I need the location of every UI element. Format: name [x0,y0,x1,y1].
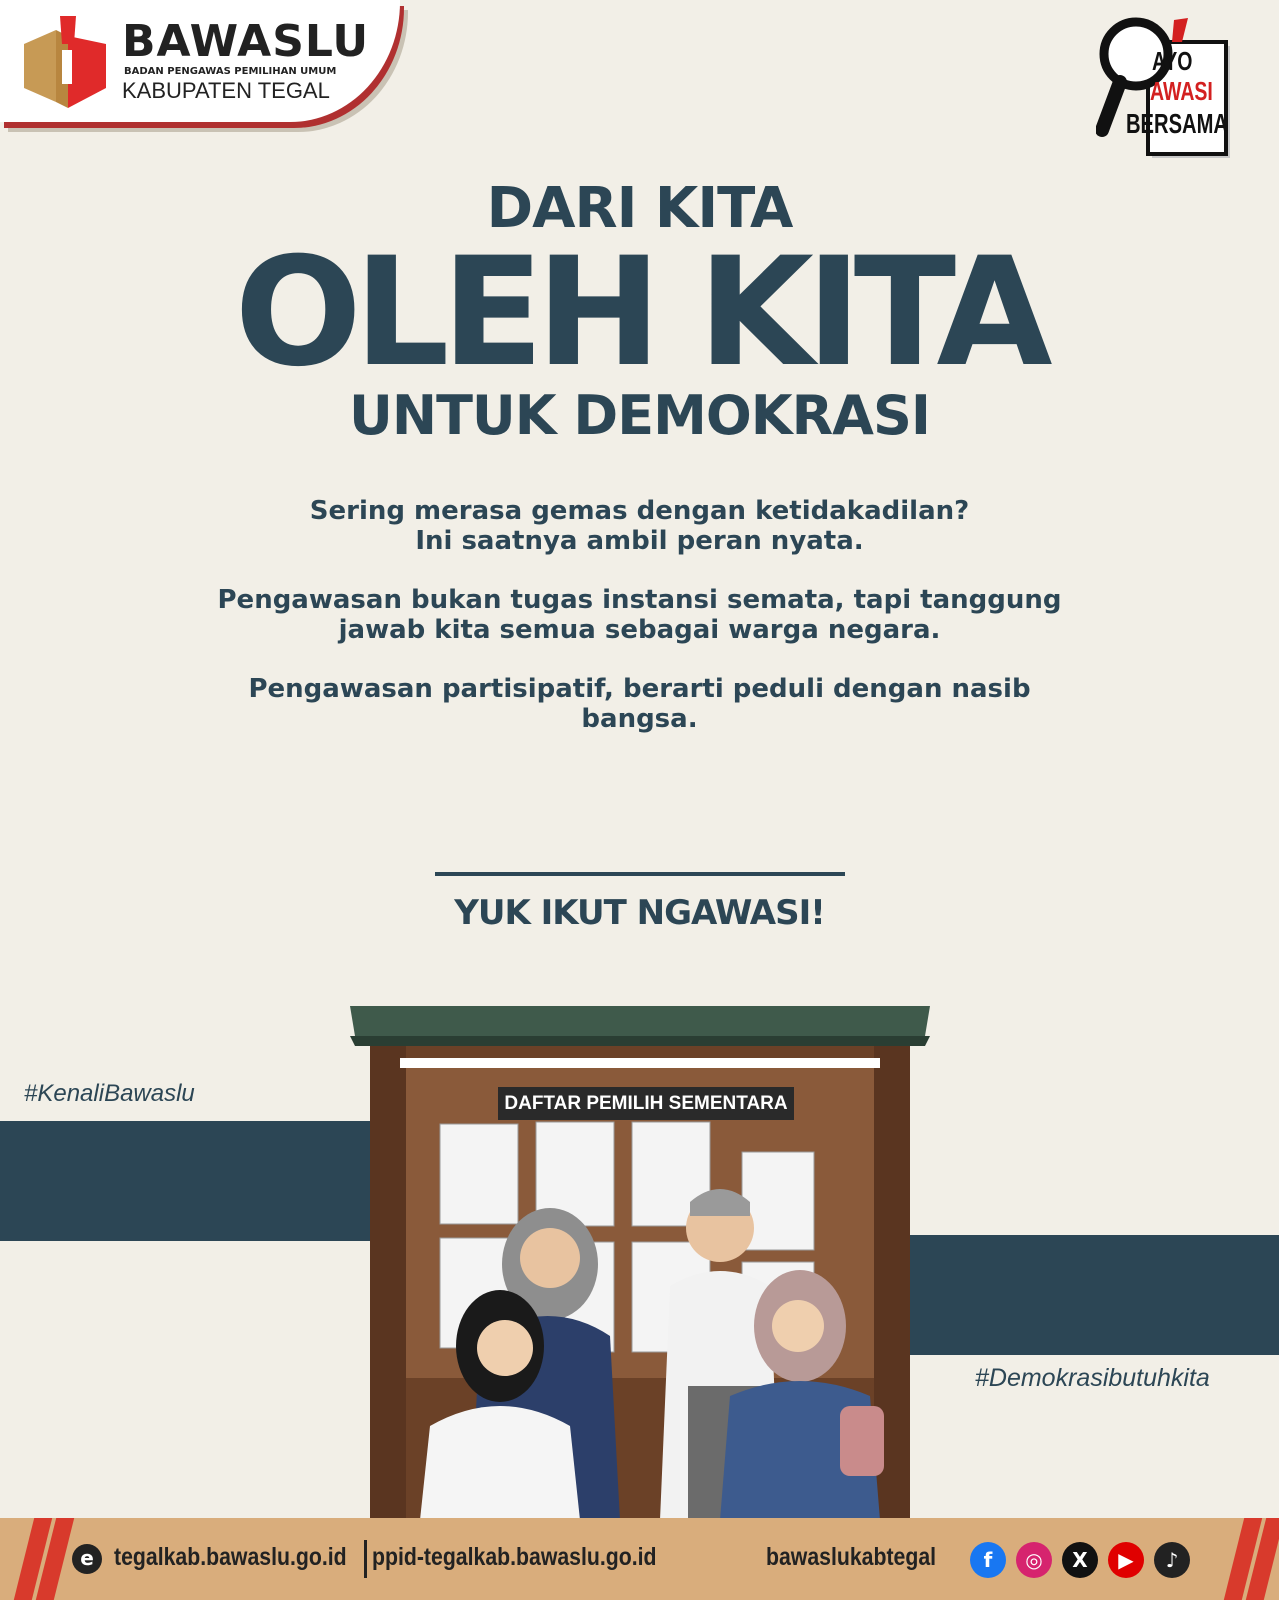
youtube-icon[interactable]: ▶ [1108,1542,1144,1578]
org-full-name: BADAN PENGAWAS PEMILIHAN UMUM [124,66,337,77]
social-handle: bawaslukabtegal [766,1543,937,1571]
badge-text-bersama: BERSAMA [1126,108,1228,139]
headline-line1: DARI KITA [486,176,793,241]
paragraph-2-line-b: jawab kita semua sebagai warga negara. [338,615,941,645]
paragraph-1-line-a: Sering merasa gemas dengan ketidakadilan? [309,496,970,526]
paragraph-1 [200,496,1079,556]
website-link-ppid[interactable]: ppid-tegalkab.bawaslu.go.id [372,1543,657,1571]
band-left [0,1121,400,1241]
paragraph-2 [200,585,1079,645]
hashtag-left: #KenaliBawaslu [24,1080,195,1107]
org-name: BAWASLU [122,16,370,67]
hashtag-right: #Demokrasibutuhkita [975,1364,1210,1392]
paragraph-1-line-b: Ini saatnya ambil peran nyata. [415,526,864,556]
headline-line2: OLEH KITA [234,226,1045,400]
web-icon: e [72,1544,102,1574]
notice-board-illustration [350,1006,930,1520]
divider [435,872,845,876]
website-link-main[interactable]: tegalkab.bawaslu.go.id [114,1543,347,1571]
badge-text-ayo: AYO [1152,46,1193,76]
facebook-icon[interactable]: f [970,1542,1006,1578]
paragraph-3-line-a: Pengawasan partisipatif, berarti peduli dengan nasib [248,674,1031,704]
headline-line3: UNTUK DEMOKRASI [349,384,930,447]
paragraph-3-line-b: bangsa. [581,704,698,734]
header-logo [0,0,420,135]
paragraph-3 [200,674,1079,734]
x-icon[interactable]: X [1062,1542,1098,1578]
tiktok-icon[interactable]: ♪ [1154,1542,1190,1578]
org-region: KABUPATEN TEGAL [122,78,330,103]
paragraph-2-line-a: Pengawasan bukan tugas instansi semata, tapi tanggung [217,585,1062,615]
call-to-action: YUK IKUT NGAWASI! [454,893,825,933]
footer-separator [364,1540,367,1578]
bawaslu-logo-icon [16,14,112,110]
instagram-icon[interactable]: ◎ [1016,1542,1052,1578]
badge-text-awasi: AWASI [1150,76,1213,106]
board-title: DAFTAR PEMILIH SEMENTARA [498,1087,794,1120]
band-right [880,1235,1279,1355]
